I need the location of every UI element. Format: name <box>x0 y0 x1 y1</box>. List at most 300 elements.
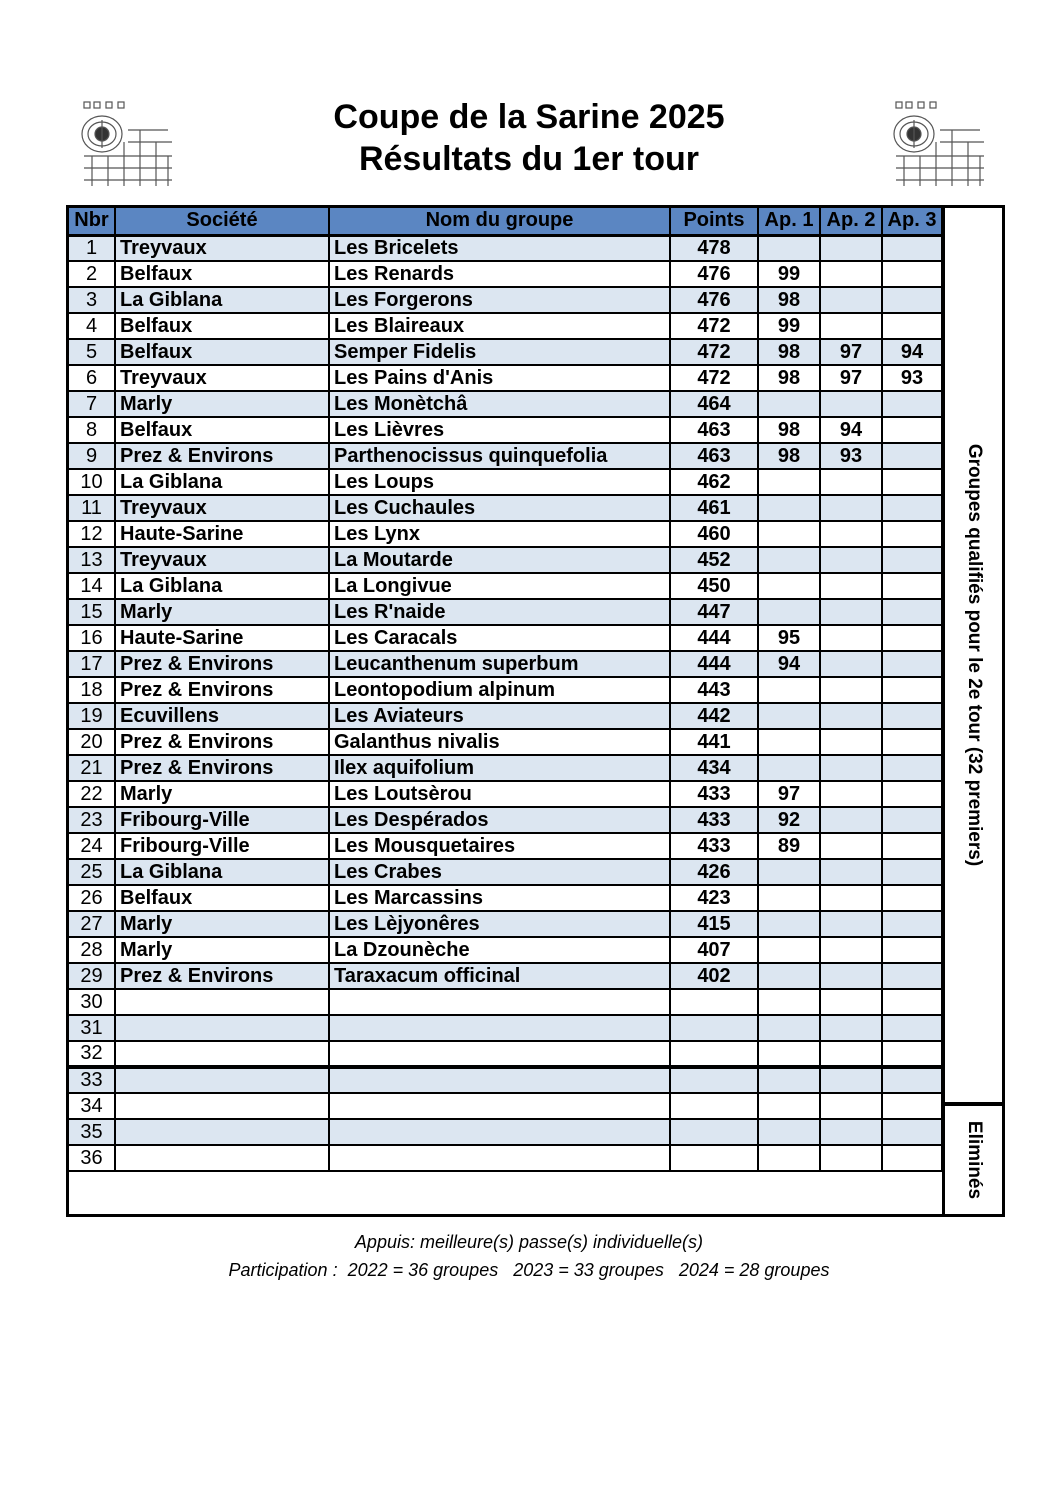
cell-societe: Prez & Environs <box>115 651 329 677</box>
cell-ap2 <box>820 287 882 313</box>
cell-nbr: 29 <box>69 963 115 989</box>
cell-ap3 <box>882 1145 942 1171</box>
cell-societe: Belfaux <box>115 417 329 443</box>
cell-ap3 <box>882 729 942 755</box>
cell-groupe: Leucanthenum superbum <box>329 651 670 677</box>
table-row <box>69 625 942 651</box>
cell-points: 463 <box>670 417 758 443</box>
cell-groupe: Les Crabes <box>329 859 670 885</box>
cell-groupe: Les Loups <box>329 469 670 495</box>
cell-nbr: 9 <box>69 443 115 469</box>
cell-ap1 <box>758 989 820 1015</box>
cell-groupe <box>329 1119 670 1145</box>
cell-points: 444 <box>670 625 758 651</box>
cell-points: 476 <box>670 261 758 287</box>
cell-nbr: 10 <box>69 469 115 495</box>
cell-ap2 <box>820 781 882 807</box>
cell-points: 402 <box>670 963 758 989</box>
cell-ap1: 99 <box>758 313 820 339</box>
cell-societe: Treyvaux <box>115 547 329 573</box>
table-row <box>69 417 942 443</box>
cell-societe: Haute-Sarine <box>115 625 329 651</box>
cell-points: 442 <box>670 703 758 729</box>
cell-societe <box>115 989 329 1015</box>
cell-ap2 <box>820 989 882 1015</box>
cell-groupe: Les Marcassins <box>329 885 670 911</box>
cell-points: 433 <box>670 781 758 807</box>
cell-groupe: La Longivue <box>329 573 670 599</box>
cell-ap1 <box>758 469 820 495</box>
table-row <box>69 651 942 677</box>
cell-points: 441 <box>670 729 758 755</box>
cell-ap2 <box>820 521 882 547</box>
cell-ap1 <box>758 1119 820 1145</box>
header-nbr: Nbr <box>69 208 115 235</box>
cell-ap1 <box>758 859 820 885</box>
cell-ap3 <box>882 521 942 547</box>
cell-points: 472 <box>670 313 758 339</box>
cell-points: 415 <box>670 911 758 937</box>
cell-nbr: 21 <box>69 755 115 781</box>
cell-ap1 <box>758 1093 820 1119</box>
cell-nbr: 6 <box>69 365 115 391</box>
cell-societe: Prez & Environs <box>115 729 329 755</box>
table-row <box>69 989 942 1015</box>
cell-ap3: 93 <box>882 365 942 391</box>
cell-ap1 <box>758 755 820 781</box>
cell-ap1 <box>758 1067 820 1093</box>
cell-groupe <box>329 1015 670 1041</box>
cell-societe: Prez & Environs <box>115 677 329 703</box>
cell-ap3 <box>882 599 942 625</box>
cell-ap3: 94 <box>882 339 942 365</box>
cell-ap3 <box>882 937 942 963</box>
cell-ap1: 98 <box>758 443 820 469</box>
cell-ap3 <box>882 781 942 807</box>
cell-points <box>670 1015 758 1041</box>
cell-groupe <box>329 1041 670 1067</box>
cell-points: 463 <box>670 443 758 469</box>
cell-ap2: 93 <box>820 443 882 469</box>
cell-nbr: 4 <box>69 313 115 339</box>
cell-societe <box>115 1067 329 1093</box>
cell-ap1 <box>758 1041 820 1067</box>
header-points: Points <box>670 208 758 235</box>
header-ap1: Ap. 1 <box>758 208 820 235</box>
cell-groupe: Les Caracals <box>329 625 670 651</box>
cell-ap3 <box>882 859 942 885</box>
cell-ap1 <box>758 729 820 755</box>
cell-ap3 <box>882 1015 942 1041</box>
cell-groupe: Les Mousquetaires <box>329 833 670 859</box>
cell-ap1: 98 <box>758 339 820 365</box>
cell-ap3 <box>882 755 942 781</box>
cell-nbr: 18 <box>69 677 115 703</box>
table-row <box>69 807 942 833</box>
cell-nbr: 1 <box>69 235 115 261</box>
cell-ap2 <box>820 937 882 963</box>
cell-ap2 <box>820 911 882 937</box>
cell-societe: Prez & Environs <box>115 443 329 469</box>
header-ap2: Ap. 2 <box>820 208 882 235</box>
cell-ap2 <box>820 573 882 599</box>
cell-points <box>670 1119 758 1145</box>
header-groupe: Nom du groupe <box>329 208 670 235</box>
table-row <box>69 599 942 625</box>
cell-points <box>670 1145 758 1171</box>
cell-nbr: 13 <box>69 547 115 573</box>
cell-ap1: 97 <box>758 781 820 807</box>
cell-points <box>670 1067 758 1093</box>
cell-groupe: Les Lièvres <box>329 417 670 443</box>
cell-points: 426 <box>670 859 758 885</box>
cell-groupe: Les Renards <box>329 261 670 287</box>
cell-societe: La Giblana <box>115 573 329 599</box>
table-row <box>69 547 942 573</box>
title-line-2: Résultats du 1er tour <box>358 140 700 178</box>
cell-points: 464 <box>670 391 758 417</box>
cell-ap2 <box>820 729 882 755</box>
cell-ap1 <box>758 1015 820 1041</box>
cell-ap3 <box>882 313 942 339</box>
table-row <box>69 1145 942 1171</box>
note-appuis: Appuis: meilleure(s) passe(s) individuelle(s) <box>354 1232 704 1252</box>
cell-points: 462 <box>670 469 758 495</box>
table-row <box>69 313 942 339</box>
cell-nbr: 2 <box>69 261 115 287</box>
cell-nbr: 22 <box>69 781 115 807</box>
table-row <box>69 261 942 287</box>
cell-ap1 <box>758 235 820 261</box>
cell-societe: Marly <box>115 937 329 963</box>
cell-ap2 <box>820 807 882 833</box>
cell-societe: La Giblana <box>115 859 329 885</box>
table-row <box>69 781 942 807</box>
cell-nbr: 3 <box>69 287 115 313</box>
cell-ap2 <box>820 651 882 677</box>
table-row <box>69 1041 942 1067</box>
cell-points: 472 <box>670 365 758 391</box>
cell-ap1: 94 <box>758 651 820 677</box>
cell-nbr: 34 <box>69 1093 115 1119</box>
cell-points: 434 <box>670 755 758 781</box>
cell-nbr: 35 <box>69 1119 115 1145</box>
cell-societe: Treyvaux <box>115 235 329 261</box>
cell-points: 452 <box>670 547 758 573</box>
cell-ap3 <box>882 1041 942 1067</box>
cell-nbr: 16 <box>69 625 115 651</box>
cell-nbr: 8 <box>69 417 115 443</box>
club-logo-icon <box>78 100 174 190</box>
cell-nbr: 17 <box>69 651 115 677</box>
club-logo-icon <box>890 100 986 190</box>
cell-societe <box>115 1041 329 1067</box>
cell-points <box>670 1093 758 1119</box>
cell-nbr: 32 <box>69 1041 115 1067</box>
cell-points: 460 <box>670 521 758 547</box>
cell-ap3 <box>882 235 942 261</box>
cell-points: 478 <box>670 235 758 261</box>
table-row <box>69 443 942 469</box>
table-row <box>69 937 942 963</box>
cell-groupe: Les Aviateurs <box>329 703 670 729</box>
cell-ap1 <box>758 521 820 547</box>
cell-ap1 <box>758 963 820 989</box>
cell-ap1 <box>758 885 820 911</box>
cell-ap2 <box>820 1145 882 1171</box>
eliminated-label-text: Eliminés <box>963 1120 985 1200</box>
cell-ap2 <box>820 1119 882 1145</box>
cell-ap3 <box>882 703 942 729</box>
cell-nbr: 7 <box>69 391 115 417</box>
cell-groupe: Les Blaireaux <box>329 313 670 339</box>
cell-ap3 <box>882 911 942 937</box>
cell-ap2 <box>820 833 882 859</box>
cell-societe: Belfaux <box>115 313 329 339</box>
cell-ap1: 98 <box>758 365 820 391</box>
cell-points: 407 <box>670 937 758 963</box>
cell-groupe: La Dzounèche <box>329 937 670 963</box>
results-table <box>69 208 943 1172</box>
cell-societe: Treyvaux <box>115 495 329 521</box>
table-row <box>69 677 942 703</box>
cell-ap3 <box>882 495 942 521</box>
table-row <box>69 755 942 781</box>
cell-ap2 <box>820 495 882 521</box>
cell-groupe <box>329 1093 670 1119</box>
cell-nbr: 15 <box>69 599 115 625</box>
cell-ap3 <box>882 1093 942 1119</box>
cell-societe: Prez & Environs <box>115 755 329 781</box>
cell-ap2: 94 <box>820 417 882 443</box>
cell-ap1 <box>758 495 820 521</box>
cell-points: 447 <box>670 599 758 625</box>
cell-groupe <box>329 989 670 1015</box>
cell-nbr: 23 <box>69 807 115 833</box>
cell-nbr: 28 <box>69 937 115 963</box>
cell-groupe <box>329 1067 670 1093</box>
cell-groupe: Semper Fidelis <box>329 339 670 365</box>
cell-groupe: Ilex aquifolium <box>329 755 670 781</box>
cell-nbr: 5 <box>69 339 115 365</box>
cell-nbr: 33 <box>69 1067 115 1093</box>
cell-ap2 <box>820 1015 882 1041</box>
table-row <box>69 885 942 911</box>
cell-ap3 <box>882 1119 942 1145</box>
cell-ap3 <box>882 573 942 599</box>
table-row <box>69 287 942 313</box>
cell-societe: La Giblana <box>115 287 329 313</box>
cell-ap1 <box>758 1145 820 1171</box>
cell-points: 450 <box>670 573 758 599</box>
cell-ap1: 95 <box>758 625 820 651</box>
cell-ap2 <box>820 547 882 573</box>
cell-groupe: Les Forgerons <box>329 287 670 313</box>
cell-ap2 <box>820 859 882 885</box>
cell-societe: Marly <box>115 599 329 625</box>
cell-societe: Fribourg-Ville <box>115 833 329 859</box>
cell-societe: Treyvaux <box>115 365 329 391</box>
cell-ap1: 98 <box>758 417 820 443</box>
cell-points <box>670 1041 758 1067</box>
cell-ap2 <box>820 1093 882 1119</box>
cell-ap3 <box>882 963 942 989</box>
qualified-side-label <box>942 208 1002 1106</box>
cell-ap2 <box>820 885 882 911</box>
cell-ap3 <box>882 807 942 833</box>
table-row <box>69 1067 942 1093</box>
cell-societe: Marly <box>115 781 329 807</box>
table-row <box>69 911 942 937</box>
cell-societe <box>115 1015 329 1041</box>
cell-nbr: 31 <box>69 1015 115 1041</box>
cell-societe: Belfaux <box>115 261 329 287</box>
cell-points <box>670 989 758 1015</box>
cell-points: 443 <box>670 677 758 703</box>
cell-ap1 <box>758 677 820 703</box>
cell-ap2: 97 <box>820 365 882 391</box>
cell-ap3 <box>882 1067 942 1093</box>
cell-ap3 <box>882 651 942 677</box>
cell-ap2 <box>820 755 882 781</box>
cell-ap2 <box>820 469 882 495</box>
table-row <box>69 521 942 547</box>
eliminated-side-label <box>942 1106 1002 1214</box>
cell-ap1: 89 <box>758 833 820 859</box>
table-row <box>69 391 942 417</box>
table-row <box>69 963 942 989</box>
table-row <box>69 1119 942 1145</box>
cell-groupe: La Moutarde <box>329 547 670 573</box>
cell-nbr: 14 <box>69 573 115 599</box>
cell-groupe: Les Bricelets <box>329 235 670 261</box>
cell-points: 472 <box>670 339 758 365</box>
cell-groupe: Les Despérados <box>329 807 670 833</box>
cell-ap2 <box>820 261 882 287</box>
cell-ap2 <box>820 599 882 625</box>
cell-ap3 <box>882 261 942 287</box>
cell-ap3 <box>882 547 942 573</box>
cell-ap2 <box>820 1067 882 1093</box>
cell-ap2 <box>820 391 882 417</box>
cell-ap3 <box>882 469 942 495</box>
cell-groupe: Parthenocissus quinquefolia <box>329 443 670 469</box>
cell-ap1 <box>758 573 820 599</box>
cell-groupe: Les Cuchaules <box>329 495 670 521</box>
cell-societe: La Giblana <box>115 469 329 495</box>
cell-groupe: Les R'naide <box>329 599 670 625</box>
cell-nbr: 30 <box>69 989 115 1015</box>
cell-groupe: Les Lèjyonêres <box>329 911 670 937</box>
cell-points: 433 <box>670 807 758 833</box>
cell-nbr: 12 <box>69 521 115 547</box>
table-row <box>69 833 942 859</box>
cell-ap1 <box>758 703 820 729</box>
cell-points: 444 <box>670 651 758 677</box>
header-societe: Société <box>115 208 329 235</box>
cell-groupe <box>329 1145 670 1171</box>
cell-societe <box>115 1145 329 1171</box>
cell-groupe: Taraxacum officinal <box>329 963 670 989</box>
cell-ap1 <box>758 911 820 937</box>
table-row <box>69 469 942 495</box>
table-row <box>69 859 942 885</box>
cell-ap1: 99 <box>758 261 820 287</box>
cell-points: 461 <box>670 495 758 521</box>
cell-ap1: 92 <box>758 807 820 833</box>
table-row <box>69 729 942 755</box>
table-body <box>69 235 942 1171</box>
cell-societe <box>115 1093 329 1119</box>
table-row <box>69 1015 942 1041</box>
cell-ap1 <box>758 599 820 625</box>
cell-ap2 <box>820 677 882 703</box>
cell-nbr: 24 <box>69 833 115 859</box>
cell-groupe: Les Pains d'Anis <box>329 365 670 391</box>
cell-ap2 <box>820 963 882 989</box>
table-row <box>69 339 942 365</box>
cell-ap3 <box>882 885 942 911</box>
cell-ap3 <box>882 625 942 651</box>
cell-societe: Belfaux <box>115 339 329 365</box>
cell-ap1: 98 <box>758 287 820 313</box>
cell-points: 423 <box>670 885 758 911</box>
cell-ap1 <box>758 937 820 963</box>
table-row <box>69 365 942 391</box>
cell-ap2 <box>820 235 882 261</box>
cell-groupe: Galanthus nivalis <box>329 729 670 755</box>
cell-ap2 <box>820 313 882 339</box>
qualified-label-text: Groupes qualifiés pour le 2e tour (32 premiers) <box>963 443 985 867</box>
cell-ap2: 97 <box>820 339 882 365</box>
cell-groupe: Les Loutsèrou <box>329 781 670 807</box>
cell-ap3 <box>882 391 942 417</box>
cell-nbr: 20 <box>69 729 115 755</box>
cell-societe: Ecuvillens <box>115 703 329 729</box>
cell-ap3 <box>882 287 942 313</box>
cell-ap1 <box>758 547 820 573</box>
cell-points: 433 <box>670 833 758 859</box>
table-row <box>69 495 942 521</box>
cell-societe: Prez & Environs <box>115 963 329 989</box>
cell-nbr: 36 <box>69 1145 115 1171</box>
cell-societe: Marly <box>115 911 329 937</box>
table-row <box>69 573 942 599</box>
cell-nbr: 27 <box>69 911 115 937</box>
table-row <box>69 703 942 729</box>
cell-ap3 <box>882 417 942 443</box>
title-line-1: Coupe de la Sarine 2025 <box>333 98 725 136</box>
cell-ap1 <box>758 391 820 417</box>
cell-societe <box>115 1119 329 1145</box>
cell-societe: Belfaux <box>115 885 329 911</box>
table-row <box>69 1093 942 1119</box>
note-participation: Participation : 2022 = 36 groupes 2023 = 33 groupes 2024 = 28 groupes <box>228 1260 830 1280</box>
cell-societe: Fribourg-Ville <box>115 807 329 833</box>
cell-ap3 <box>882 443 942 469</box>
cell-points: 476 <box>670 287 758 313</box>
cell-nbr: 26 <box>69 885 115 911</box>
cell-ap3 <box>882 989 942 1015</box>
table-header-row <box>69 208 942 235</box>
cell-nbr: 11 <box>69 495 115 521</box>
cell-nbr: 25 <box>69 859 115 885</box>
cell-nbr: 19 <box>69 703 115 729</box>
cell-ap2 <box>820 703 882 729</box>
header-ap3: Ap. 3 <box>882 208 942 235</box>
cell-ap3 <box>882 833 942 859</box>
cell-ap2 <box>820 1041 882 1067</box>
